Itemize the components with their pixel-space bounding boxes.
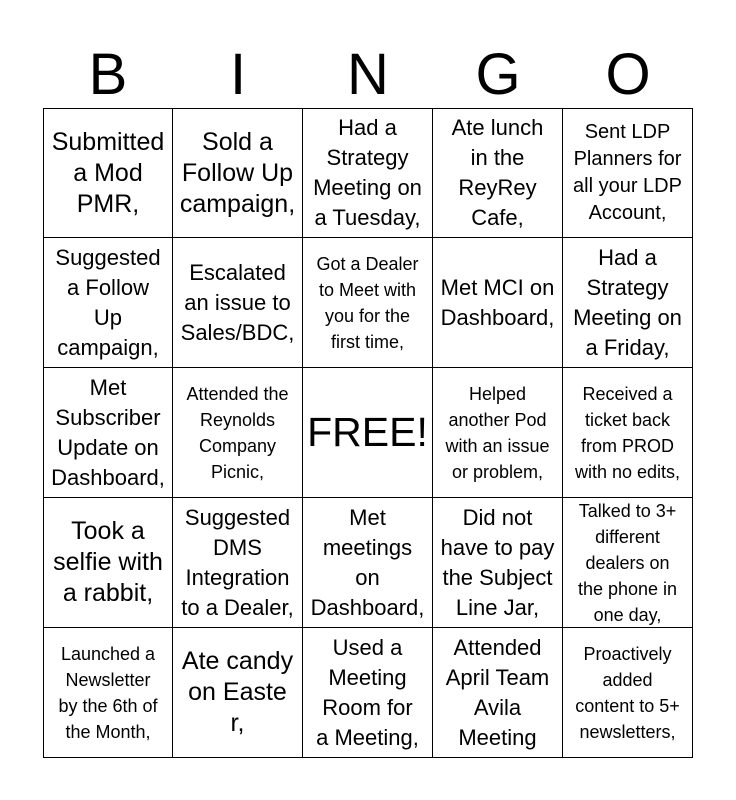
bingo-cell[interactable] (433, 238, 563, 368)
cell-text: Escalated an issue to Sales/BDC, (180, 259, 295, 345)
bingo-cell[interactable] (43, 498, 173, 628)
cell-text: Met Subscriber Update on Dashboard, (51, 374, 165, 490)
bingo-cell[interactable] (303, 498, 433, 628)
cell-text: Used a Meeting Room for a Meeting, (316, 634, 419, 750)
cell-text: Suggested DMS Integration to a Dealer, (181, 504, 294, 620)
cell-text: Launched a Newsletter by the 6th of the Month, (58, 643, 158, 742)
bingo-cell[interactable] (303, 238, 433, 368)
cell-text: Met meetings on Dashboard, (310, 504, 425, 620)
bingo-cell[interactable] (43, 238, 173, 368)
cell-text: Helped another Pod with an issue or problem, (445, 383, 550, 482)
bingo-cell[interactable] (433, 368, 563, 498)
cell-text: Attended the Reynolds Company Picnic, (186, 383, 289, 482)
bingo-cell[interactable] (433, 498, 563, 628)
bingo-cell[interactable] (433, 108, 563, 238)
bingo-cell[interactable] (303, 628, 433, 758)
bingo-cell[interactable] (173, 108, 303, 238)
bingo-cell[interactable] (43, 628, 173, 758)
cell-text: Received a ticket back from PROD with no edits, (574, 383, 681, 482)
bingo-cell[interactable] (563, 498, 693, 628)
header-letter-g: G (475, 42, 521, 107)
bingo-board (43, 108, 693, 758)
bingo-cell[interactable] (173, 498, 303, 628)
header-letter-i: I (229, 42, 247, 107)
cell-text: Sold a Follow Up campaign, (179, 127, 296, 218)
bingo-cell[interactable] (563, 238, 693, 368)
cell-text: Talked to 3+ different dealers on the phone in one day, (577, 500, 678, 625)
cell-text: Attended April Team Avila Meeting (445, 634, 550, 750)
header-letter-o: O (605, 42, 651, 107)
cell-text: Submitted a Mod PMR, (51, 127, 165, 218)
bingo-cell[interactable] (433, 628, 563, 758)
bingo-cell[interactable] (563, 368, 693, 498)
cell-text: Ate candy on Easte r, (181, 647, 294, 737)
cell-text: Met MCI on Dashboard, (440, 274, 555, 330)
bingo-cell[interactable] (173, 238, 303, 368)
bingo-cell[interactable] (43, 368, 173, 498)
bingo-cell[interactable] (43, 108, 173, 238)
cell-text: Had a Strategy Meeting on a Tuesday, (313, 115, 422, 230)
bingo-cell[interactable] (173, 368, 303, 498)
bingo-cell[interactable] (173, 628, 303, 758)
cell-text: Got a Dealer to Meet with you for the first time, (316, 253, 419, 352)
cell-text: Suggested a Follow Up campaign, (55, 244, 161, 360)
bingo-header (43, 42, 693, 108)
cell-text: Took a selfie with a rabbit, (53, 517, 163, 607)
cell-text: Ate lunch in the ReyRey Cafe, (451, 115, 544, 230)
cell-text: Proactively added content to 5+ newsletters, (575, 643, 680, 742)
header-letter-n: N (347, 42, 389, 107)
bingo-cell[interactable] (303, 108, 433, 238)
bingo-cell[interactable] (563, 108, 693, 238)
free-space[interactable] (303, 368, 433, 498)
bingo-cell[interactable] (563, 628, 693, 758)
cell-text: Did not have to pay the Subject Line Jar, (440, 504, 555, 620)
header-letter-b: B (88, 42, 128, 107)
free-space-text: FREE! (307, 409, 428, 455)
cell-text: Had a Strategy Meeting on a Friday, (573, 244, 682, 360)
cell-text: Sent LDP Planners for all your LDP Account, (573, 121, 682, 224)
